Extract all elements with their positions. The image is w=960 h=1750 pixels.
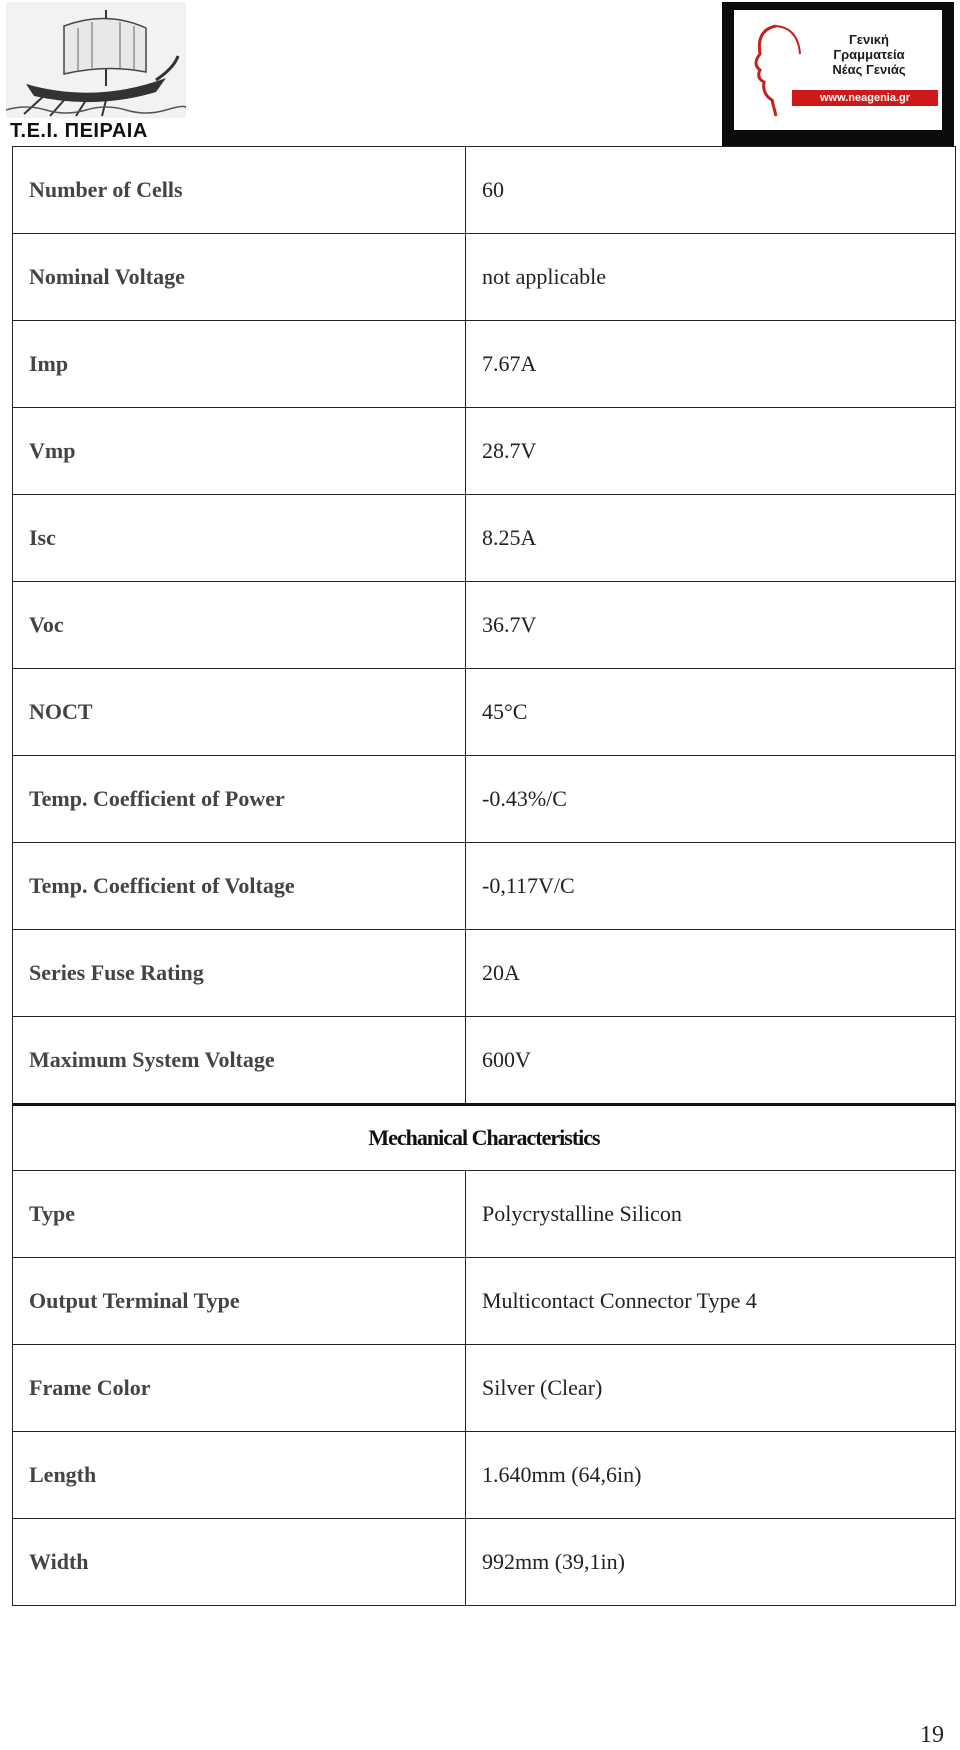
spec-label: Length <box>13 1432 466 1519</box>
neagenia-url: www.neagenia.gr <box>792 90 938 106</box>
table-row <box>13 1432 956 1519</box>
spec-value: Silver (Clear) <box>466 1345 956 1432</box>
spec-value: 8.25A <box>466 495 956 582</box>
table-row <box>13 408 956 495</box>
spec-value: -0.43%/C <box>466 756 956 843</box>
table-row <box>13 669 956 756</box>
spec-value: Multicontact Connector Type 4 <box>466 1258 956 1345</box>
spec-label: Output Terminal Type <box>13 1258 466 1345</box>
spec-value: 20A <box>466 930 956 1017</box>
page-header <box>0 0 960 148</box>
table-row <box>13 1258 956 1345</box>
spec-label: Vmp <box>13 408 466 495</box>
section-header-row <box>13 1105 956 1171</box>
table-row <box>13 843 956 930</box>
table-row <box>13 1345 956 1432</box>
table-row <box>13 756 956 843</box>
ship-logo-icon <box>6 2 186 118</box>
spec-label: Frame Color <box>13 1345 466 1432</box>
spec-value: -0,117V/C <box>466 843 956 930</box>
table-row <box>13 495 956 582</box>
table-row <box>13 321 956 408</box>
table-row <box>13 582 956 669</box>
spec-value: 45°C <box>466 669 956 756</box>
neagenia-title: Γενική Γραμματεία Νέας Γενιάς <box>832 32 906 77</box>
spec-value: Polycrystalline Silicon <box>466 1171 956 1258</box>
spec-value: 600V <box>466 1017 956 1105</box>
table-row <box>13 234 956 321</box>
table-row <box>13 147 956 234</box>
spec-value: 36.7V <box>466 582 956 669</box>
section-title: Mechanical Characteristics <box>13 1105 956 1171</box>
tei-piraeus-caption: Τ.Ε.Ι. ΠΕΙΡΑΙΑ <box>10 120 148 142</box>
table-row <box>13 1017 956 1105</box>
table-row <box>13 1519 956 1606</box>
spec-value: not applicable <box>466 234 956 321</box>
page-number: 19 <box>920 1722 944 1748</box>
spec-label: Nominal Voltage <box>13 234 466 321</box>
spec-value: 28.7V <box>466 408 956 495</box>
spec-label: Width <box>13 1519 466 1606</box>
spec-label: Voc <box>13 582 466 669</box>
specifications-table <box>12 146 956 1606</box>
neagenia-logo <box>722 2 954 146</box>
spec-label: Series Fuse Rating <box>13 930 466 1017</box>
spec-label: Imp <box>13 321 466 408</box>
spec-label: Temp. Coefficient of Voltage <box>13 843 466 930</box>
table-row <box>13 1171 956 1258</box>
spec-label: Temp. Coefficient of Power <box>13 756 466 843</box>
spec-label: Type <box>13 1171 466 1258</box>
spec-label: Maximum System Voltage <box>13 1017 466 1105</box>
spec-label: NOCT <box>13 669 466 756</box>
table-row <box>13 930 956 1017</box>
spec-value: 7.67A <box>466 321 956 408</box>
spec-value: 992mm (39,1in) <box>466 1519 956 1606</box>
tei-piraeus-logo <box>6 2 186 144</box>
spec-value: 60 <box>466 147 956 234</box>
spec-value: 1.640mm (64,6in) <box>466 1432 956 1519</box>
spec-label: Isc <box>13 495 466 582</box>
spec-label: Number of Cells <box>13 147 466 234</box>
